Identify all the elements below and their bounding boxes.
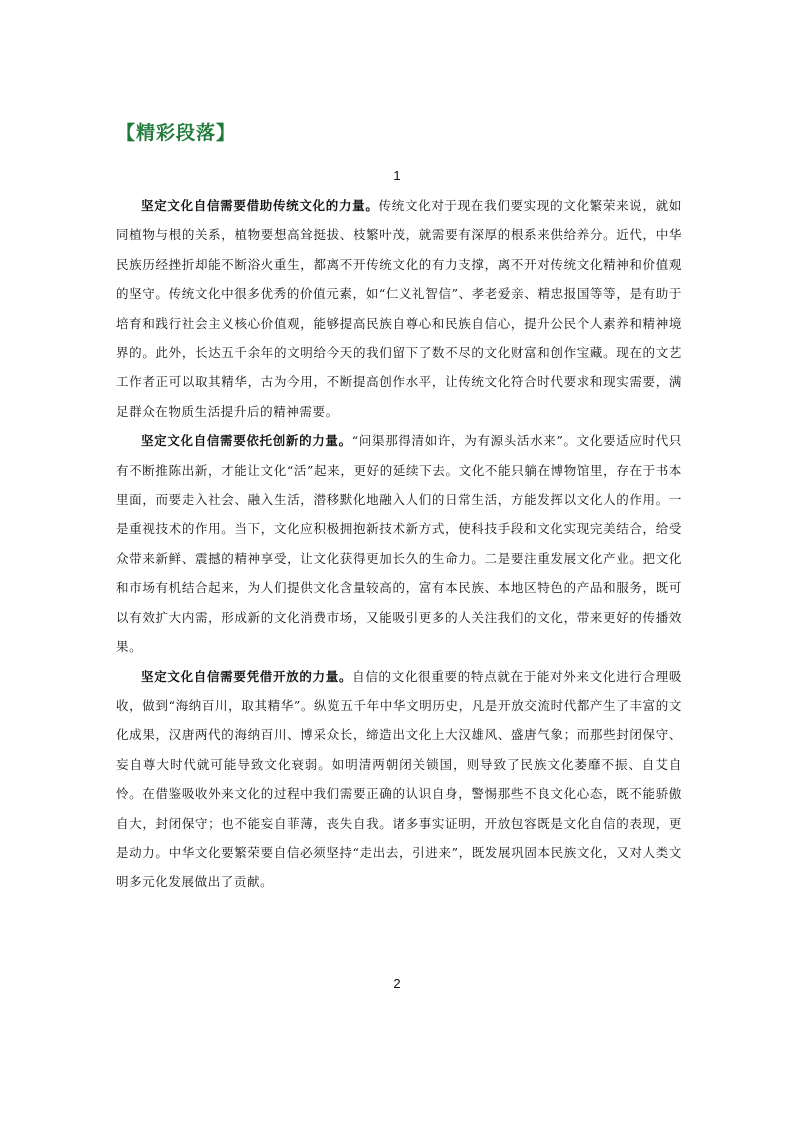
- paragraph-lead: 坚定文化自信需要依托创新的力量。: [141, 433, 352, 449]
- paragraph-lead: 坚定文化自信需要借助传统文化的力量。: [141, 198, 379, 213]
- paragraph-3: [116, 662, 682, 897]
- paragraph-text: 自信的文化很重要的特点就在于能对外来文化进行合理吸收，做到“海纳百川，取其精华”。纵览五千年中华文明历史，凡是开放交流时代都产生了丰富的文化成果，汉唐两代的海纳百川、博采众长，缔造出文化上大汉雄风、盛唐气象；而那些封闭保守、妄自尊大时代就可能导致文化衰弱。如明清两朝闭关锁国，则导致了民族文化萎靡不振、自艾自怜。在借鉴吸收外来文化的过程中我们需要正确的认识自身，警惕那些不良文化心态，既不能骄傲自大，封闭保守；也不能妄自菲薄，丧失自我。诸多事实证明，开放包容既是文化自信的表现，更是动力。中华文化要繁荣要自信必须坚持“走出去，引进来”，既发展巩固本民族文化，又对人类文明多元化发展做出了贡献。: [116, 668, 682, 890]
- paragraph-text: 传统文化对于现在我们要实现的文化繁荣来说，就如同植物与根的关系，植物要想高耸挺拔、枝繁叶茂，就需要有深厚的根系来供给养分。近代，中华民族历经挫折却能不断浴火重生，都离不开传统文化的有力支撑，离不开对传统文化精神和价值观的坚守。传统文化中很多优秀的价值元素，如“仁义礼智信”、孝老爱亲、精忠报国等等，是有助于培育和践行社会主义核心价值观，能够提高民族自尊心和民族自信心，提升公民个人素养和精神境界的。此外，长达五千余年的文明给今天的我们留下了数不尽的文化财富和创作宝藏。现在的文艺工作者正可以取其精华，古为今用，不断提高创作水平，让传统文化符合时代要求和现实需要，满足群众在物质生活提升后的精神需要。: [116, 198, 682, 419]
- paragraph-text: “问渠那得清如许，为有源头活水来”。文化要适应时代只有不断推陈出新，才能让文化“活”起来，更好的延续下去。文化不能只躺在博物馆里，存在于书本里面，而要走入社会、融入生活，潜移默化地融入人们的日常生活，方能发挥以文化人的作用。一是重视技术的作用。当下，文化应积极拥抱新技术新方式，使科技手段和文化实现完美结合，给受众带来新鲜、震撼的精神享受，让文化获得更加长久的生命力。二是要注重发展文化产业。把文化和市场有机结合起来，为人们提供文化含量较高的，富有本民族、本地区特色的产品和服务，既可以有效扩大内需，形成新的文化消费市场，又能吸引更多的人关注我们的文化，带来更好的传播效果。: [116, 433, 682, 655]
- paragraph-2: [116, 426, 682, 661]
- paragraph-1: [116, 191, 682, 426]
- article-body: [116, 191, 682, 897]
- section-title: 【精彩段落】: [116, 122, 237, 144]
- page-number: 2: [393, 976, 401, 991]
- page-number: 1: [393, 168, 401, 183]
- paragraph-lead: 坚定文化自信需要凭借开放的力量。: [141, 668, 353, 684]
